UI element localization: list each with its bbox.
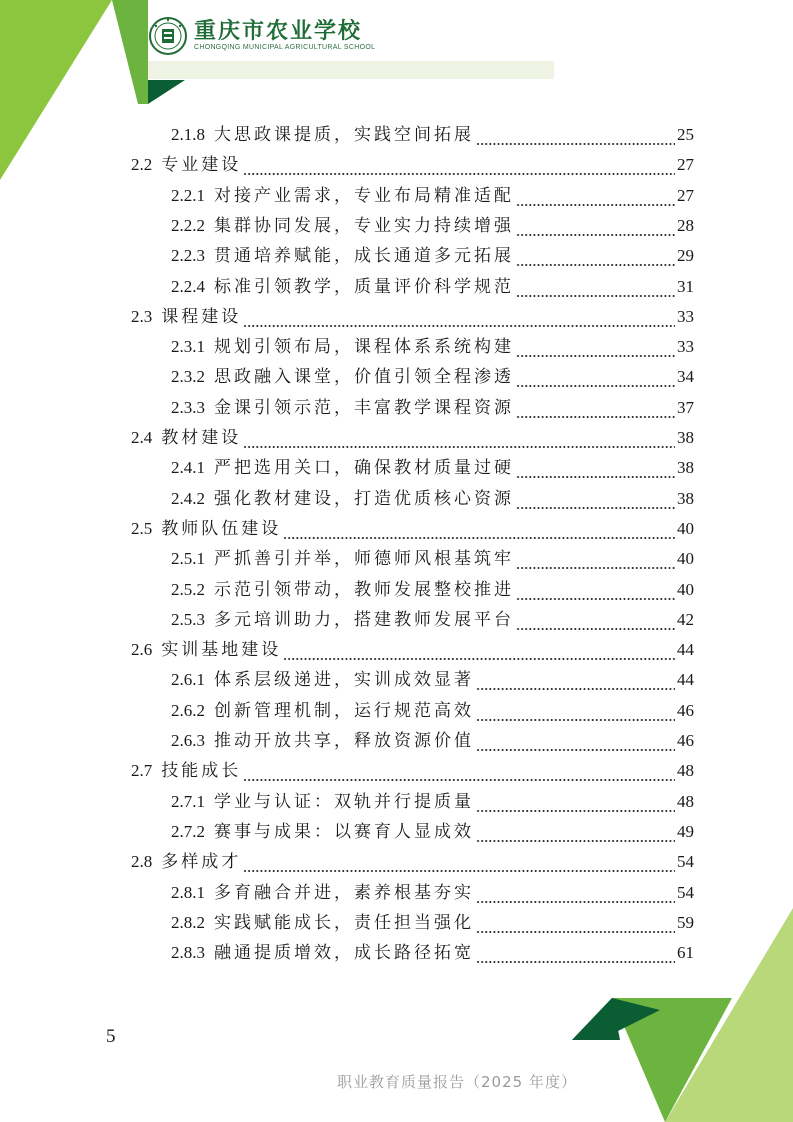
toc-entry[interactable] <box>131 419 694 449</box>
toc-entry-number: 2.3.2 <box>171 367 205 387</box>
toc-entry[interactable] <box>171 268 694 298</box>
school-name-en: CHONGQING MUNICIPAL AGRICULTURAL SCHOOL <box>194 44 376 51</box>
toc-entry-number: 2.2 <box>131 155 153 175</box>
toc-entry[interactable] <box>171 661 694 691</box>
toc-dot-leader <box>516 251 675 267</box>
toc-entry-number: 2.5 <box>131 518 153 538</box>
toc-entry[interactable] <box>131 510 694 540</box>
toc-entry-page: 25 <box>677 125 694 144</box>
toc-entry-number: 2.8.2 <box>171 912 205 932</box>
toc-entry[interactable] <box>131 752 694 782</box>
toc-entry-title: 示范引领带动，教师发展整校推进 <box>214 579 514 600</box>
toc-dot-leader <box>243 160 675 176</box>
toc-dot-leader <box>516 342 675 358</box>
toc-entry-title: 大思政课提质，实践空间拓展 <box>214 125 474 145</box>
toc-entry-title: 推动开放共享，释放资源价值 <box>214 731 474 751</box>
school-logo <box>148 14 375 58</box>
toc-entry[interactable] <box>171 328 694 358</box>
toc-entry[interactable] <box>171 692 694 722</box>
toc-entry-number: 2.5.2 <box>171 579 205 599</box>
footer-decoration <box>560 900 793 1122</box>
toc-entry-title: 对接产业需求，专业布局精准适配 <box>214 185 514 206</box>
toc-entry[interactable] <box>171 389 694 419</box>
toc-dot-leader <box>516 494 675 510</box>
toc-dot-leader <box>476 130 675 146</box>
toc-entry-number: 2.8.3 <box>171 943 205 963</box>
toc-entry-page: 29 <box>677 246 694 266</box>
toc-entry-title: 实训基地建设 <box>161 640 282 661</box>
toc-entry-number: 2.2.4 <box>171 276 205 296</box>
toc-entry-title: 规划引领布局，课程体系系统构建 <box>214 337 514 358</box>
toc-entry-page: 49 <box>677 821 694 841</box>
toc-entry-number: 2.2.3 <box>171 246 205 266</box>
toc-entry-page: 44 <box>677 640 694 660</box>
header-band <box>148 61 554 79</box>
toc-entry-page: 42 <box>677 609 694 629</box>
toc-entry-page: 46 <box>677 731 694 750</box>
toc-entry-title: 实践赋能成长，责任担当强化 <box>214 912 474 933</box>
toc-dot-leader <box>516 372 675 388</box>
toc-entry-title: 思政融入课堂，价值引领全程渗透 <box>214 367 514 388</box>
toc-entry[interactable] <box>171 783 694 813</box>
school-name-cn: 重庆市农业学校 <box>194 18 363 44</box>
toc-entry-number: 2.3 <box>131 306 153 326</box>
toc-entry[interactable] <box>171 540 694 570</box>
toc-dot-leader <box>476 706 675 722</box>
toc-dot-leader <box>516 463 675 479</box>
toc-entry-page: 54 <box>677 852 694 872</box>
toc-entry-page: 34 <box>677 367 694 387</box>
toc-entry-page: 61 <box>677 943 694 963</box>
toc-entry-title: 创新管理机制，运行规范高效 <box>214 700 474 721</box>
toc-dot-leader <box>476 736 675 752</box>
toc-entry-number: 2.7 <box>131 761 153 781</box>
toc-dot-leader <box>283 524 675 540</box>
toc-dot-leader <box>243 857 675 873</box>
toc-entry[interactable] <box>171 207 694 237</box>
toc-entry-title: 专业建设 <box>161 155 242 176</box>
toc-entry-title: 集群协同发展，专业实力持续增强 <box>214 215 514 236</box>
toc-entry-page: 40 <box>677 549 694 569</box>
toc-entry-page: 38 <box>677 428 694 447</box>
toc-entry-title: 多元培训助力，搭建教师发展平台 <box>214 609 514 630</box>
toc-entry-page: 28 <box>677 215 694 235</box>
toc-entry[interactable] <box>171 813 694 843</box>
toc-entry[interactable] <box>171 449 694 479</box>
toc-entry-number: 2.7.2 <box>171 821 205 841</box>
toc-dot-leader <box>476 827 675 843</box>
toc-entry-number: 2.3.3 <box>171 397 205 417</box>
toc-entry-number: 2.5.3 <box>171 609 205 629</box>
toc-entry-page: 33 <box>677 306 694 326</box>
toc-entry[interactable] <box>131 631 694 661</box>
toc-dot-leader <box>243 433 675 449</box>
toc-dot-leader <box>243 766 675 782</box>
toc-entry-page: 48 <box>677 761 694 781</box>
toc-entry-page: 31 <box>677 276 694 296</box>
toc-dot-leader <box>516 585 675 601</box>
toc-entry-title: 多育融合并进，素养根基夯实 <box>214 882 474 903</box>
toc-entry-number: 2.6.2 <box>171 700 205 720</box>
toc-entry-number: 2.4.2 <box>171 488 205 508</box>
toc-entry[interactable] <box>171 874 694 904</box>
toc-entry-title: 严抓善引并举，师德师风根基筑牢 <box>214 549 514 570</box>
toc-entry-title: 课程建设 <box>161 306 242 327</box>
toc-entry-number: 2.5.1 <box>171 549 205 569</box>
toc-entry-title: 强化教材建设，打造优质核心资源 <box>214 488 514 509</box>
toc-dot-leader <box>516 282 675 298</box>
toc-entry-page: 37 <box>677 397 694 417</box>
toc-entry-page: 54 <box>677 882 694 902</box>
toc-entry-number: 2.7.1 <box>171 791 205 811</box>
toc-entry-number: 2.8.1 <box>171 882 205 902</box>
toc-entry[interactable] <box>131 146 694 176</box>
toc-entry-number: 2.6 <box>131 640 153 660</box>
toc-entry-number: 2.3.1 <box>171 337 205 357</box>
toc-entry[interactable] <box>131 298 694 328</box>
toc-entry[interactable] <box>131 843 694 873</box>
toc-entry-number: 2.6.3 <box>171 731 205 750</box>
toc-entry-title: 赛事与成果：以赛育人显成效 <box>214 821 474 842</box>
toc-entry-number: 2.2.1 <box>171 185 205 205</box>
toc-entry-number: 2.1.8 <box>171 125 205 144</box>
page-number: 5 <box>106 1026 116 1047</box>
toc-entry-title: 技能成长 <box>161 761 242 782</box>
toc-entry-number: 2.6.1 <box>171 670 205 690</box>
toc-entry-page: 59 <box>677 912 694 932</box>
toc-entry[interactable] <box>171 177 694 207</box>
toc-entry[interactable] <box>171 358 694 388</box>
toc-entry-page: 27 <box>677 185 694 205</box>
toc-entry-number: 2.2.2 <box>171 215 205 235</box>
toc-entry[interactable] <box>171 601 694 631</box>
toc-entry[interactable] <box>171 237 694 267</box>
toc-dot-leader <box>476 675 675 691</box>
toc-entry-title: 金课引领示范，丰富教学课程资源 <box>214 397 514 418</box>
toc-entry[interactable] <box>171 722 694 752</box>
toc-dot-leader <box>516 403 675 419</box>
toc-entry-page: 40 <box>677 579 694 599</box>
toc-entry[interactable] <box>171 480 694 510</box>
toc-entry-title: 标准引领教学，质量评价科学规范 <box>214 276 514 297</box>
toc-dot-leader <box>516 191 675 207</box>
toc-entry-page: 44 <box>677 670 694 690</box>
toc-entry-page: 27 <box>677 155 694 175</box>
toc-entry-page: 38 <box>677 458 694 478</box>
toc-entry-title: 学业与认证：双轨并行提质量 <box>214 791 474 812</box>
toc-entry-page: 40 <box>677 518 694 538</box>
toc-entry-title: 融通提质增效，成长路径拓宽 <box>214 943 474 964</box>
toc-entry[interactable] <box>171 571 694 601</box>
toc-entry-page: 38 <box>677 488 694 508</box>
toc-dot-leader <box>243 312 675 328</box>
school-emblem-icon <box>148 16 188 56</box>
toc-entry-title: 严把选用关口，确保教材质量过硬 <box>214 458 514 479</box>
toc-entry-number: 2.4.1 <box>171 458 205 478</box>
toc-entry-title: 教师队伍建设 <box>161 518 282 539</box>
toc-dot-leader <box>283 645 675 661</box>
toc-entry-number: 2.8 <box>131 852 153 872</box>
toc-entry-title: 贯通培养赋能，成长通道多元拓展 <box>214 246 514 267</box>
toc-entry-page: 33 <box>677 337 694 357</box>
toc-dot-leader <box>476 797 675 813</box>
footer-report-title: 职业教育质量报告（2025 年度） <box>337 1073 577 1091</box>
toc-entry-page: 48 <box>677 791 694 811</box>
toc-dot-leader <box>516 554 675 570</box>
toc-entry-title: 多样成才 <box>161 852 242 873</box>
toc-dot-leader <box>516 221 675 237</box>
toc-entry-title: 教材建设 <box>161 428 242 448</box>
toc-entry-number: 2.4 <box>131 428 153 447</box>
toc-dot-leader <box>516 615 675 631</box>
toc-entry-page: 46 <box>677 700 694 720</box>
toc-entry-title: 体系层级递进，实训成效显著 <box>214 670 474 691</box>
toc-entry[interactable] <box>171 116 694 146</box>
